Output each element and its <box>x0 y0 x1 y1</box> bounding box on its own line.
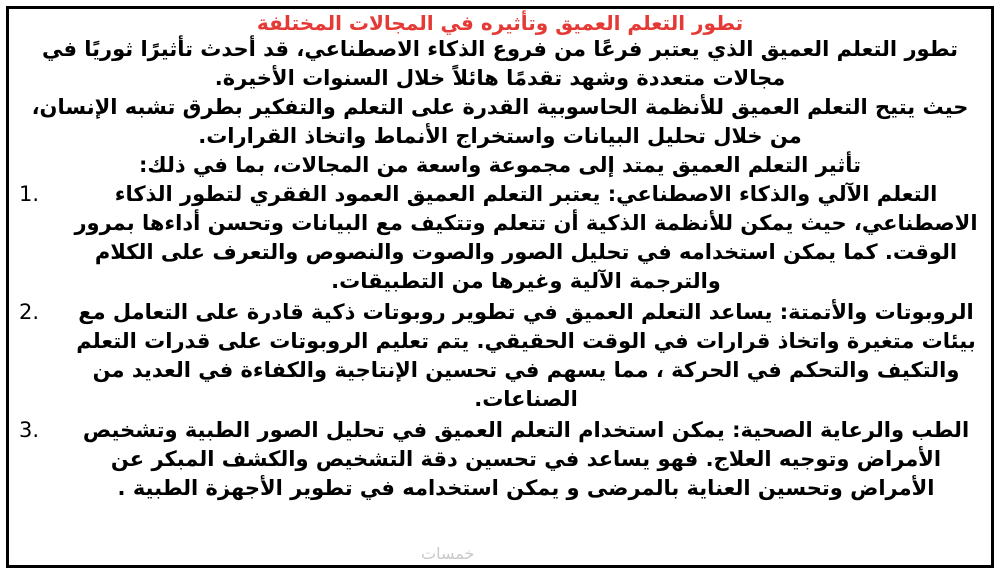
list-item-healthcare <box>9 416 991 503</box>
document-frame <box>6 6 994 568</box>
list-item-number: 3. <box>19 418 40 442</box>
list-item-number: 1. <box>19 182 40 206</box>
list-item-robotics <box>9 298 991 414</box>
description-paragraph: حيث يتيح التعلم العميق للأنظمة الحاسوبية القدرة على التعلم والتفكير بطرق تشبه الإنسان، من خلال تحليل البيانات واستخراج الأنماط واتخاذ القرارات. <box>31 95 969 148</box>
list-intro-paragraph: تأثير التعلم العميق يمتد إلى مجموعة واسعة من المجالات، بما في ذلك: <box>139 153 861 177</box>
list-item-ai <box>9 180 991 296</box>
intro-paragraph: تطور التعلم العميق الذي يعتبر فرعًا من فروع الذكاء الاصطناعي، قد أحدث تأثيرًا ثوريًا في مجالات متعددة وشهد تقدمًا هائلاً خلال السنوات الأخيرة. <box>41 37 959 90</box>
list-item-text: الروبوتات والأتمتة: يساعد التعلم العميق في تطوير روبوتات ذكية قادرة على التعامل مع بيئات متغيرة واتخاذ قرارات في الوقت الحقيقي. يتم تعليم الروبوتات على قدرات التعلم والتكيف والتحكم في الحركة ، مما يسهم في تحسين الإنتاجية والكفاءة في العديد من الصناعات. <box>76 300 976 411</box>
fields-list <box>9 180 991 503</box>
watermark: خمسات <box>421 544 475 563</box>
list-item-text: الطب والرعاية الصحية: يمكن استخدام التعلم العميق في تحليل الصور الطبية وتشخيص الأمراض وتوجيه العلاج. فهو يساعد في تحسين دقة التشخيص والكشف المبكر عن الأمراض وتحسين العناية بالمرضى و يمكن استخدامه في تطوير الأجهزة الطبية . <box>82 418 970 500</box>
document-title: تطور التعلم العميق وتأثيره في المجالات المختلفة <box>256 11 744 35</box>
list-item-text: التعلم الآلي والذكاء الاصطناعي: يعتبر التعلم العميق العمود الفقري لتطور الذكاء الاصطناعي، حيث يمكن للأنظمة الذكية أن تتعلم وتتكيف مع البيانات وتحسن أداءها بمرور الوقت. كما يمكن استخدامه في تحليل الصور والصوت والنصوص والتعرف على الكلام والترجمة الآلية وغيرها من التطبيقات. <box>74 182 978 293</box>
list-item-number: 2. <box>19 300 40 324</box>
